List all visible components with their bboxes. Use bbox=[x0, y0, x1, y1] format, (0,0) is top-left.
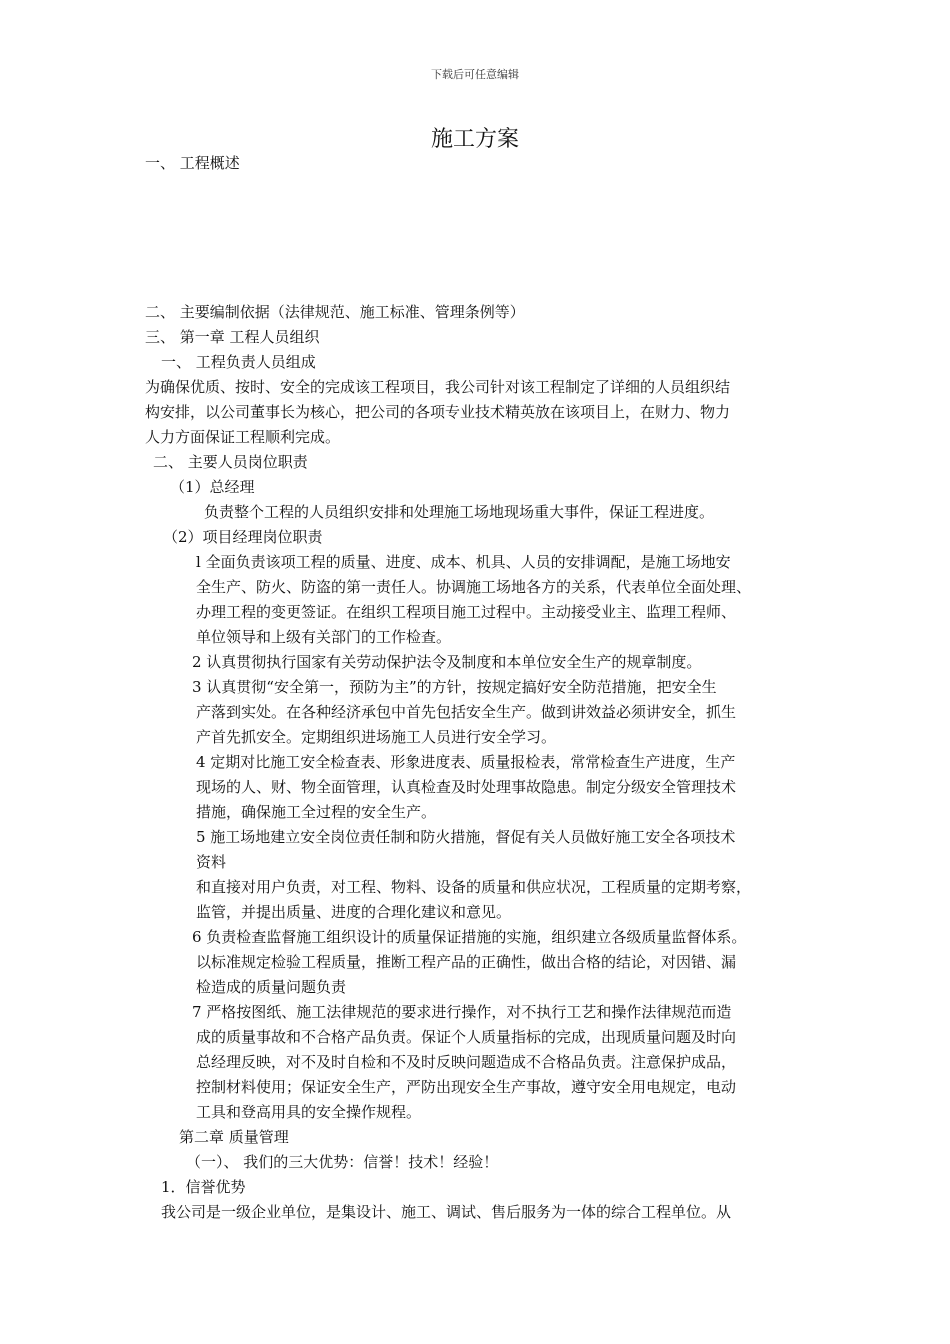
section-heading: 一、 工程概述 bbox=[145, 154, 240, 172]
list-item-line: 单位领导和上级有关部门的工作检查。 bbox=[196, 628, 452, 646]
role-heading: （2）项目经理岗位职责 bbox=[163, 528, 323, 546]
list-item-line: l 全面负责该项工程的质量、进度、成本、机具、人员的安排调配，是施工场地安 bbox=[196, 553, 731, 571]
paragraph-line: 负责整个工程的人员组织安排和处理施工场地现场重大事件，保证工程进度。 bbox=[204, 503, 715, 521]
role-heading: （1）总经理 bbox=[170, 478, 255, 496]
chapter-heading: 第二章 质量管理 bbox=[179, 1128, 289, 1146]
list-item-line: 7 严格按图纸、施工法律规范的要求进行操作，对不执行工艺和操作法律规范而造 bbox=[192, 1003, 732, 1021]
list-item-line: 和直接对用户负责，对工程、物料、设备的质量和供应状况，工程质量的定期考察， bbox=[196, 878, 752, 896]
paragraph-line: 我公司是一级企业单位，是集设计、施工、调试、售后服务为一体的综合工程单位。从 bbox=[161, 1203, 732, 1221]
list-item-line: 2 认真贯彻执行国家有关劳动保护法令及制度和本单位安全生产的规章制度。 bbox=[192, 653, 702, 671]
subsection-heading: 一、 工程负责人员组成 bbox=[161, 353, 316, 371]
paragraph-line: 构安排，以公司董事长为核心，把公司的各项专业技术精英放在该项目上，在财力、物力 bbox=[145, 403, 731, 421]
list-item-line: 成的质量事故和不合格产品负责。保证个人质量指标的完成，出现质量问题及时向 bbox=[196, 1028, 737, 1046]
list-item-line: 产首先抓安全。定期组织进场施工人员进行安全学习。 bbox=[196, 728, 557, 746]
list-item-line: 检造成的质量问题负责 bbox=[196, 978, 347, 996]
list-item-line: 4 定期对比施工安全检查表、形象进度表、质量报检表，常常检查生产进度，生产 bbox=[196, 753, 736, 771]
section-heading: 三、 第一章 工程人员组织 bbox=[145, 328, 320, 346]
subsection-heading: 1．信誉优势 bbox=[161, 1178, 246, 1196]
paragraph-line: 人力方面保证工程顺利完成。 bbox=[145, 428, 341, 446]
list-item-line: 以标准规定检验工程质量，推断工程产品的正确性，做出合格的结论，对因错、漏 bbox=[196, 953, 737, 971]
subsection-heading: 二、 主要人员岗位职责 bbox=[153, 453, 308, 471]
list-item-line: 措施，确保施工全过程的安全生产。 bbox=[196, 803, 437, 821]
list-item-line: 现场的人、财、物全面管理，认真检查及时处理事故隐患。制定分级安全管理技术 bbox=[196, 778, 737, 796]
list-item-line: 全生产、防火、防盗的第一责任人。协调施工场地各方的关系，代表单位全面处理、 bbox=[196, 578, 752, 596]
list-item-line: 工具和登高用具的安全操作规程。 bbox=[196, 1103, 422, 1121]
list-item-line: 控制材料使用；保证安全生产，严防出现安全生产事故，遵守安全用电规定，电动 bbox=[196, 1078, 737, 1096]
list-item-line: 5 施工场地建立安全岗位责任制和防火措施，督促有关人员做好施工安全各项技术 bbox=[196, 828, 736, 846]
list-item-line: 资料 bbox=[196, 853, 227, 871]
subsection-heading: （一）、 我们的三大优势：信誉！技术！经验！ bbox=[186, 1153, 499, 1171]
list-item-line: 6 负责检查监督施工组织设计的质量保证措施的实施，组织建立各级质量监督体系。 bbox=[192, 928, 747, 946]
list-item-line: 总经理反映，对不及时自检和不及时反映问题造成不合格品负责。注意保护成品， bbox=[196, 1053, 737, 1071]
document-title: 施工方案 bbox=[430, 127, 519, 152]
list-item-line: 3 认真贯彻“安全第一，预防为主”的方针，按规定搞好安全防范措施，把安全生 bbox=[192, 678, 717, 696]
page-header: 下载后可任意编辑 bbox=[431, 68, 519, 81]
list-item-line: 产落到实处。在各种经济承包中首先包括安全生产。做到讲效益必须讲安全，抓生 bbox=[196, 703, 737, 721]
paragraph-line: 为确保优质、按时、安全的完成该工程项目，我公司针对该工程制定了详细的人员组织结 bbox=[145, 378, 731, 396]
list-item-line: 监管，并提出质量、进度的合理化建议和意见。 bbox=[196, 903, 512, 921]
section-heading: 二、 主要编制依据（法律规范、施工标准、管理条例等） bbox=[145, 303, 525, 321]
list-item-line: 办理工程的变更签证。在组织工程项目施工过程中。主动接受业主、监理工程师、 bbox=[196, 603, 737, 621]
